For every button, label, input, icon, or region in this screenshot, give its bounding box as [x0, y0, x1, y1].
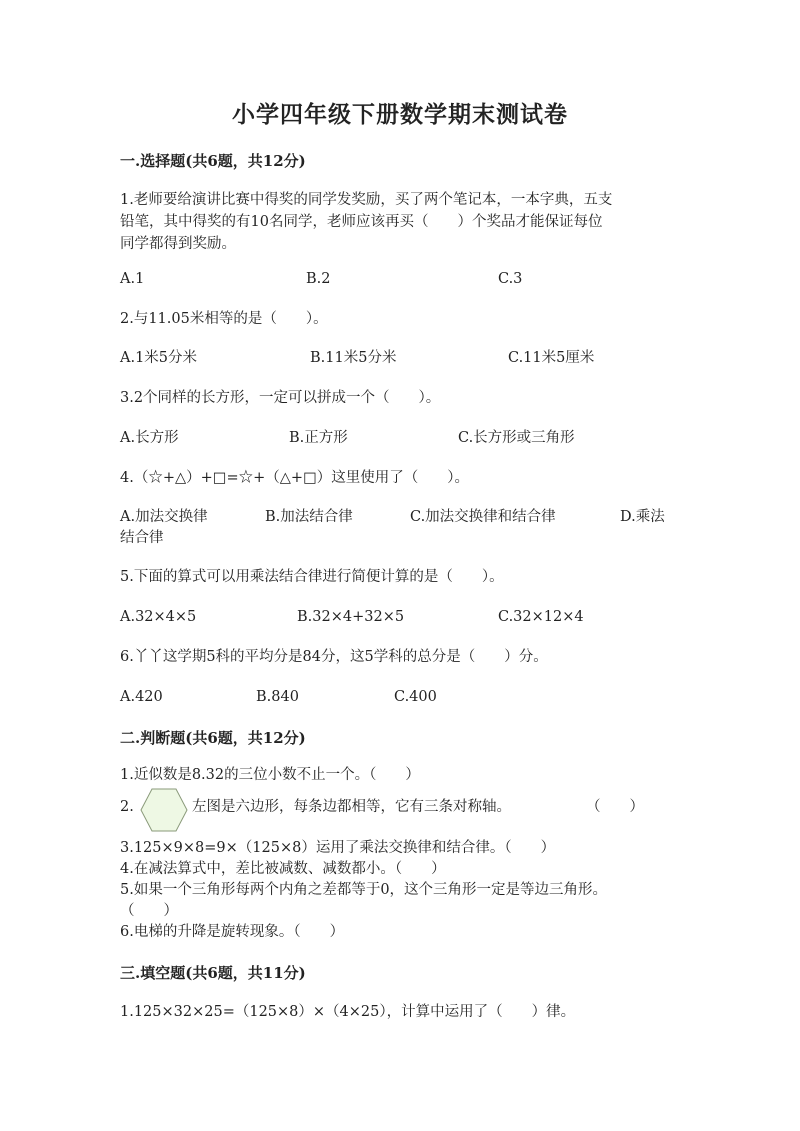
option-a: A.1米5分米 [120, 350, 198, 366]
option-a: A.1 [120, 271, 145, 287]
option-b: B.11米5分米 [310, 350, 397, 366]
question-line: 1.老师要给演讲比赛中得奖的同学发奖励，买了两个笔记本，一本字典，五支 [120, 192, 613, 208]
option-c: C.3 [498, 271, 523, 287]
tf-item-6: 6.电梯的升降是旋转现象。（ ） [120, 924, 345, 940]
option-c: C.11米5厘米 [508, 350, 595, 366]
option-c: C.长方形或三角形 [458, 430, 575, 446]
option-a: A.长方形 [120, 430, 179, 446]
tf-item-5: 5.如果一个三角形每两个内角之差都等于0，这个三角形一定是等边三角形。 [120, 882, 608, 898]
hexagon-figure [140, 788, 188, 832]
tf-item-2-text: 左图是六边形，每条边都相等，它有三条对称轴。 [192, 799, 511, 815]
question-line: 2.与11.05米相等的是（ ）。 [120, 311, 328, 327]
fill-item-1: 1.125×32×25=（125×8）×（4×25），计算中运用了（ ）律。 [120, 1004, 576, 1020]
tf-item-3: 3.125×9×8=9×（125×8）运用了乘法交换律和结合律。（ ） [120, 840, 556, 856]
question-1-6 [120, 646, 680, 668]
question-line: 6.丫丫这学期5科的平均分是84分，这5学科的总分是（ ）分。 [120, 649, 548, 665]
option-a: A.420 [120, 689, 163, 705]
question-line: 铅笔，其中得奖的有10名同学，老师应该再买（ ）个奖品才能保证每位 [120, 214, 603, 230]
option-a: A.加法交换律 [120, 509, 208, 525]
options-1-5 [120, 606, 680, 628]
question-line: 5.下面的算式可以用乘法结合律进行简便计算的是（ ）。 [120, 569, 504, 585]
question-1-3 [120, 387, 680, 409]
question-line: 4.（☆+△）+□=☆+（△+□）这里使用了（ ）。 [120, 470, 470, 486]
tf-item-2-number: 2. [120, 799, 134, 815]
option-b: B.840 [256, 689, 299, 705]
options-1-3 [120, 427, 680, 449]
hexagon-icon [140, 788, 188, 832]
option-c: C.加法交换律和结合律 [410, 509, 556, 525]
question-line: 同学都得到奖励。 [120, 236, 236, 252]
options-1-6 [120, 686, 680, 708]
options-1-4 [120, 506, 680, 528]
section-heading-fill-in: 三.填空题(共6题，共11分) [120, 964, 306, 982]
options-1-2 [120, 347, 680, 369]
tf-item-1: 1.近似数是8.32的三位小数不止一个。（ ） [120, 767, 420, 783]
question-1-2 [120, 308, 680, 330]
options-1-1 [120, 268, 680, 290]
section-heading-choice: 一.选择题(共6题，共12分) [120, 152, 306, 170]
option-a: A.32×4×5 [120, 609, 197, 625]
option-b: B.32×4+32×5 [297, 609, 405, 625]
section-heading-true-false: 二.判断题(共6题，共12分) [120, 729, 306, 747]
tf-item-5-blank: （ ） [120, 903, 178, 919]
page-title: 小学四年级下册数学期末测试卷 [232, 101, 568, 128]
options-1-4-wrap [120, 527, 680, 549]
question-1-1 [120, 189, 680, 255]
option-c: C.32×12×4 [498, 609, 584, 625]
option-c: C.400 [394, 689, 437, 705]
question-1-5 [120, 566, 680, 588]
question-1-4 [120, 467, 680, 489]
option-b: B.2 [306, 271, 331, 287]
option-b: B.加法结合律 [265, 509, 353, 525]
option-b: B.正方形 [289, 430, 348, 446]
tf-item-4: 4.在减法算式中，差比被减数、减数都小。（ ） [120, 861, 446, 877]
option-d: D.乘法 [620, 509, 665, 525]
question-line: 3.2个同样的长方形，一定可以拼成一个（ ）。 [120, 390, 441, 406]
tf-item-2-blank: （ ） [586, 799, 644, 815]
option-d-continuation: 结合律 [120, 530, 164, 546]
